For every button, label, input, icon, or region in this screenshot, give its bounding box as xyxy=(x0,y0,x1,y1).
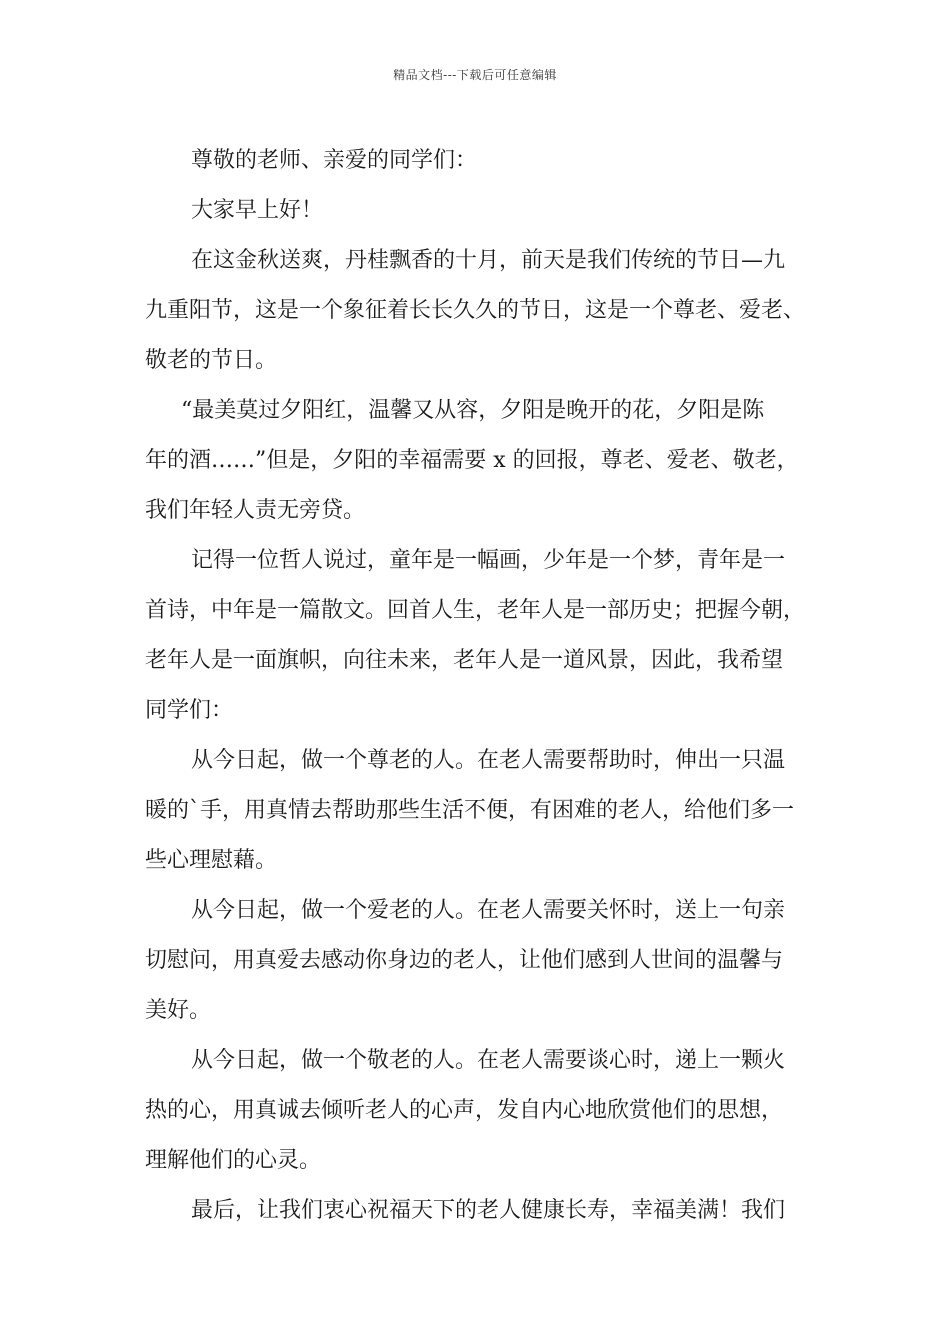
paragraph-line: 在这金秋送爽，丹桂飘香的十月，前天是我们传统的节日—九 xyxy=(191,248,786,273)
paragraph-line: “最美莫过夕阳红，温馨又从容，夕阳是晚开的花，夕阳是陈 xyxy=(181,398,765,423)
paragraph-line: 从今日起，做一个爱老的人。在老人需要关怀时，送上一句亲 xyxy=(191,898,786,923)
paragraph-line: 我们年轻人责无旁贷。 xyxy=(145,498,366,523)
paragraph-line: 记得一位哲人说过，童年是一幅画，少年是一个梦，青年是一 xyxy=(191,548,786,573)
paragraph-line: 老年人是一面旗帜，向往未来，老年人是一道风景，因此，我希望 xyxy=(145,648,784,673)
paragraph-line: 热的心，用真诚去倾听老人的心声，发自内心地欣赏他们的思想， xyxy=(145,1098,784,1123)
document-body xyxy=(145,136,825,1236)
paragraph-line: 首诗，中年是一篇散文。回首人生，老年人是一部历史；把握今朝， xyxy=(145,598,806,623)
page-header: 精品文档---下载后可任意编辑 xyxy=(393,68,557,82)
paragraph-line: 美好。 xyxy=(145,998,212,1023)
paragraph-line: 些心理慰藉。 xyxy=(145,848,278,873)
paragraph-line: 从今日起，做一个敬老的人。在老人需要谈心时，递上一颗火 xyxy=(191,1048,786,1073)
paragraph-line: 暖的`手，用真情去帮助那些生活不便，有困难的老人，给他们多一 xyxy=(145,798,795,823)
greeting-line: 尊敬的老师、亲爱的同学们： xyxy=(191,148,478,173)
paragraph-line: 同学们： xyxy=(145,698,234,723)
paragraph-line: 九重阳节，这是一个象征着长长久久的节日，这是一个尊老、爱老、 xyxy=(145,298,806,323)
paragraph-line: 切慰问，用真爱去感动你身边的老人，让他们感到人世间的温馨与 xyxy=(145,948,784,973)
paragraph-line: 最后，让我们衷心祝福天下的老人健康长寿，幸福美满！我们 xyxy=(191,1198,786,1223)
paragraph-line: 敬老的节日。 xyxy=(145,348,278,373)
paragraph-line: 理解他们的心灵。 xyxy=(145,1148,322,1173)
paragraph-line: 从今日起，做一个尊老的人。在老人需要帮助时，伸出一只温 xyxy=(191,748,786,773)
paragraph-line: 年的酒……”但是，夕阳的幸福需要 x 的回报，尊老、爱老、敬老， xyxy=(145,448,799,473)
salutation-line: 大家早上好！ xyxy=(191,198,324,223)
